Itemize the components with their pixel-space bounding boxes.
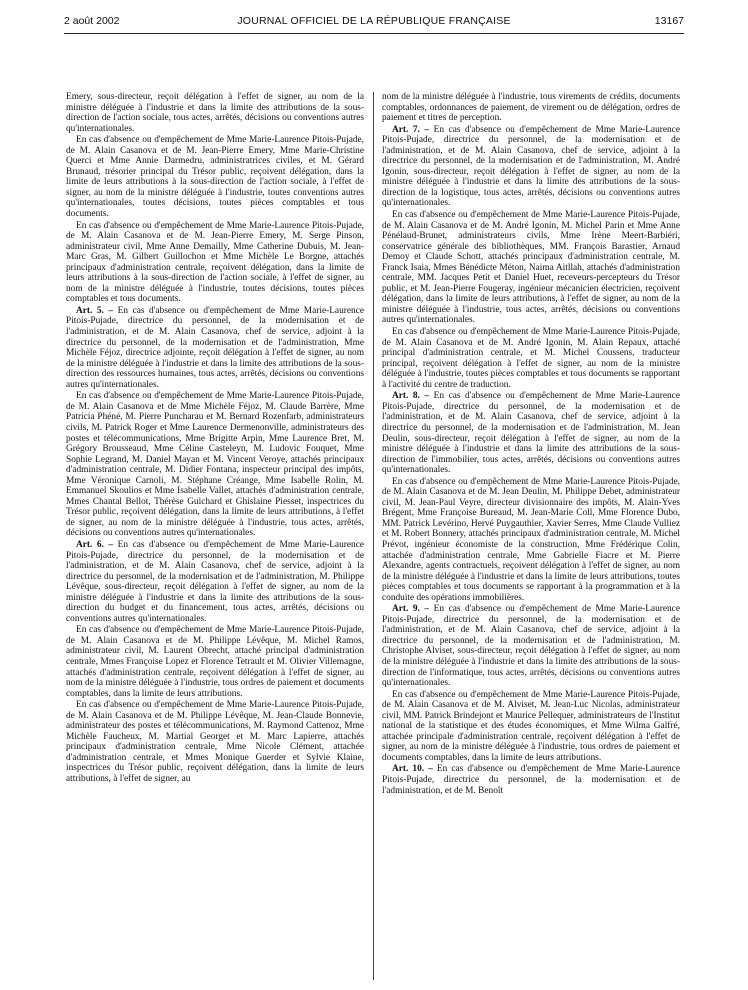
paragraph-text: En cas d'absence ou d'empêchement de Mme Marie-Laurence Pitois-Pujade, de M. Alain Casanova et de M. Jean-Pierre Emery, Mme Marie-Christine Querci et Mme Annie Darmedru, administratrices civiles, et M. Gérard Brunaud, trésorier principal du Trésor public, reçoivent délégation, dans la limite de leurs attributions à la sous-direction de l'action sociale, à l'effet de signer, au nom de la ministre déléguée à l'industrie, toutes conventions autres qu'internationales, toutes décisions, toutes pièces comptables et tous documents. (66, 135, 364, 220)
paragraph-text: En cas d'absence ou d'empêchement de Mme Marie-Laurence Pitois-Pujade, directrice du personnel, de la modernisation et de l'administration, et de M. Benoît (382, 764, 680, 796)
paragraph-text: En cas d'absence ou d'empêchement de Mme Marie-Laurence Pitois-Pujade, de M. Alain Casanova et de M. Philippe Lévêque, M. Jean-Claude Bonnevie, administrateur des postes et télécommunications, M. Raymond Cattenoz, Mme Michèle Faucheux, M. Martial Georget et M. Marc Lapierre, attachés principaux d'administration centrale, Mme Nicole Clément, attachée d'administration centrale, et Mmes Monique Guerder et Sylvie Klaine, inspectrices du Trésor public, reçoivent délégation, dans la limite de leurs attributions, à l'effet de signer, au (66, 700, 364, 784)
paragraph (382, 92, 680, 124)
paragraph-text: En cas d'absence ou d'empêchement de Mme Marie-Laurence Pitois-Pujade, directrice du personnel, de la modernisation et de l'administration, et de M. Alain Casanova, chef de service, adjoint à la directrice du personnel, de la modernisation et de l'administration, M. André Igonin, sous-directeur, reçoit délégation à l'effet de signer, au nom de la ministre déléguée à l'industrie et dans la limite des attributions de la sous-direction de la logistique, tous actes, arrêtés, décisions ou conventions autres qu'internationales. (382, 124, 680, 209)
paragraph (66, 92, 364, 134)
paragraph (382, 210, 680, 326)
paragraph-text: En cas d'absence ou d'empêchement de Mme Marie-Laurence Pitois-Pujade, de M. Alain Casanova et de M. Philippe Lévêque, M. Michel Ramos, administrateur civil, M. Laurent Obrecht, attaché principal d'administration centrale, Mmes Françoise Lopez et Florence Tetrault et M. Olivier Villemagne, attachés d'administration centrale, reçoivent délégation à l'effet de signer, au nom de la ministre déléguée à l'industrie, tous ordres de paiement et documents comptables, dans la limite de leurs attributions. (66, 625, 364, 699)
article-number: Art. 7. – (392, 124, 430, 135)
paragraph-text: En cas d'absence ou d'empêchement de Mme Marie-Laurence Pitois-Pujade, de M. Alain Casanova et de M. Alviset, M. Jean-Luc Nicolas, administrateur civil, MM. Patrick Brindejont et Maurice Pellequer, administrateurs de l'Institut national de la statistique et des études économiques, et Mme Wilma Galfré, attachée principale d'administration centrale, reçoivent délégation à l'effet de signer, au nom de la ministre déléguée à l'industrie, tous ordres de paiement et documents comptables, dans la limite de leurs attributions. (382, 689, 680, 763)
article-number: Art. 9. – (392, 604, 430, 615)
left-column (66, 92, 364, 786)
paragraph (382, 327, 680, 390)
header-date: 2 août 2002 (64, 15, 120, 27)
paragraph (382, 391, 680, 475)
paragraph (66, 625, 364, 699)
paragraph (382, 477, 680, 604)
header-page-number: 13167 (654, 15, 684, 27)
paragraph-text: En cas d'absence ou d'empêchement de Mme Marie-Laurence Pitois-Pujade, de M. Alain Casanova et de M. André Igonin, M. Alain Repaux, attaché principal d'administration centrale, et M. Michel Coussens, traducteur principal, reçoivent délégation à l'effet de signer, au nom de la ministre déléguée à l'industrie, toutes pièces comptables et tous documents se rapportant à l'activité du centre de traduction. (382, 327, 680, 390)
paragraph (382, 604, 680, 688)
paragraph-text: En cas d'absence ou d'empêchement de Mme Marie-Laurence Pitois-Pujade, de M. Alain Casanova et de Mme Michèle Féjoz, M. Claude Barrère, Mme Patricia Phéné, M. Pierre Puncharau et M. Bernard Rozenfarb, administrateurs civils, M. Patrick Roger et Mme Laurence Dermenonville, administrateurs des postes et télécommunications, Mme Brigitte Arpin, Mme Laurence Bret, M. Grégory Brousseaud, Mme Céline Casteleyn, M. Ludovic Fouquet, Mme Sophie Legrand, M. Daniel Mayan et M. Vincent Veroye, attachés principaux d'administration centrale, M. Didier Fontana, inspecteur principal des impôts, Mme Véronique Carnoli, M. Stéphane Créange, Mme Isabelle Rolin, M. Emmanuel Skoulios et Mme Isabelle Vallet, attachés d'administration centrale, Mmes Chantal Bellot, Thérèse Guichard et Ghislaine Piesset, inspectrices du Trésor public, reçoivent délégation, dans la limite de leurs attributions, à l'effet de signer, au nom de la ministre déléguée à l'industrie, tous actes, arrêtés, décisions ou conventions autres qu'internationales. (66, 391, 364, 539)
paragraph-text: En cas d'absence ou d'empêchement de Mme Marie-Laurence Pitois-Pujade, de M. Alain Casanova et de M. Jean Deulin, M. Philippe Debet, administrateur civil, M. Jean-Paul Veyre, directeur divisionnaire des impôts, M. Alain-Yves Brégent, Mme Françoise Bureaud, M. Jean-Marie Coll, Mme Florence Dubo, MM. Patrick Levérino, Hervé Puygauthier, Xavier Serres, Mme Claude Vulliez et M. Robert Bonnery, attachés principaux d'administration centrale, M. Michel Prévot, ingénieur économiste de la construction, Mme Frédérique Colin, attachée d'administration centrale, Mme Gabrielle Fiacre et M. Pierre Alexandre, agents contractuels, reçoivent délégation à l'effet de signer, au nom de la ministre déléguée à l'industrie et dans la limite de leurs attributions, toutes pièces comptables et tous documents se rapportant à la programmation et à la conduite des opérations immobilières. (382, 476, 680, 603)
paragraph-text: En cas d'absence ou d'empêchement de Mme Marie-Laurence Pitois-Pujade, directrice du personnel, de la modernisation et de l'administration, et de M. Alain Casanova, chef de service, adjoint à la directrice du personnel, de la modernisation et de l'administration, M. Jean Deulin, sous-directeur, reçoit délégation à l'effet de signer, au nom de la ministre déléguée à l'industrie et dans la limite des attributions de la sous-direction de l'immobilier, tous actes, arrêtés, décisions ou conventions autres qu'internationales. (382, 391, 680, 476)
paragraph (66, 540, 364, 624)
article-number: Art. 6. – (76, 539, 114, 550)
header-rule (64, 33, 684, 34)
header-title: JOURNAL OFFICIEL DE LA RÉPUBLIQUE FRANÇAISE (237, 15, 511, 27)
paragraph-text: En cas d'absence ou d'empêchement de Mme Marie-Laurence Pitois-Pujade, directrice du personnel, de la modernisation et de l'administration, et de M. Alain Casanova, chef de service, adjoint à la directrice du personnel, de la modernisation et de l'administration, M. Philippe Lévêque, sous-directeur, reçoit délégation à l'effet de signer, au nom de la ministre déléguée à l'industrie et dans la limite des attributions de la sous-direction du budget et du financement, tous actes, arrêtés, décisions ou conventions autres qu'internationales. (66, 539, 364, 624)
paragraph (66, 306, 364, 390)
paragraph (382, 125, 680, 209)
paragraph (66, 221, 364, 305)
article-number: Art. 10. – (392, 764, 433, 775)
paragraph (382, 764, 680, 796)
paragraph (66, 700, 364, 784)
paragraph-text: nom de la ministre déléguée à l'industrie, tous virements de crédits, documents comptables, ordonnances de paiement, de virement ou de délégation, ordres de paiement et titres de perception. (382, 92, 680, 124)
paragraph-text: En cas d'absence ou d'empêchement de Mme Marie-Laurence Pitois-Pujade, directrice du personnel, de la modernisation et de l'administration, et de M. Alain Casanova, chef de service, adjoint à la directrice du personnel, de la modernisation et de l'administration, Mme Michèle Féjoz, directrice adjointe, reçoit délégation à l'effet de signer, au nom de la ministre déléguée à l'industrie et dans la limite des attributions de la sous-direction des ressources humaines, tous actes, arrêtés, décisions ou conventions autres qu'internationales. (66, 305, 364, 390)
paragraph (66, 391, 364, 539)
paragraph-text: Emery, sous-directeur, reçoit délégation à l'effet de signer, au nom de la ministre déléguée à l'industrie et dans la limite des attributions de la sous-direction de l'action sociale, tous actes, arrêtés, décisions ou conventions autres qu'internationales. (66, 92, 364, 134)
paragraph-text: En cas d'absence ou d'empêchement de Mme Marie-Laurence Pitois-Pujade, directrice du personnel, de la modernisation et de l'administration, et de M. Alain Casanova, chef de service, adjoint à la directrice du personnel, de la modernisation et de l'administration, M. Christophe Alviset, sous-directeur, reçoit délégation à l'effet de signer, au nom de la ministre déléguée à l'industrie et dans la limite des attributions de la sous-direction de l'informatique, tous actes, arrêtés, décisions ou conventions autres qu'internationales. (382, 604, 680, 689)
paragraph-text: En cas d'absence ou d'empêchement de Mme Marie-Laurence Pitois-Pujade, de M. Alain Casanova et de M. André Igonin, M. Michel Parin et Mme Anne Pénélaud-Brunet, administrateurs civils, Mme Irène Meert-Barbiéri, conservatrice générale des bibliothèques, MM. François Barastier, Arnaud Demoy et Claude Schott, attachés principaux d'administration centrale, M. Franck Isaia, Mmes Bénédicte Méton, Naima Aitllah, attachés d'administration centrale, MM. Jacques Petit et Daniel Huet, receveurs-percepteurs du Trésor public, et M. Jean-Pierre Fougeray, ingénieur mécanicien électricien, reçoivent délégation, dans la limite de leurs attributions, à l'effet de signer, au nom de la ministre déléguée à l'industrie, tous actes, arrêtés, décisions ou conventions autres qu'internationales. (382, 210, 680, 326)
column-divider (373, 92, 374, 980)
paragraph-text: En cas d'absence ou d'empêchement de Mme Marie-Laurence Pitois-Pujade, de M. Alain Casanova et de M. Jean-Pierre Emery, M. Serge Pinson, administrateur civil, Mme Anne Demailly, Mme Catherine Dubuis, M. Jean-Marc Gras, M. Gilbert Guillochon et Mme Michèle Le Borgne, attachés principaux d'administration centrale, reçoivent délégation, dans la limite de leurs attributions à la sous-direction de l'action sociale, à l'effet de signer, au nom de la ministre déléguée à l'industrie, toutes décisions, toutes pièces comptables et tous documents. (66, 220, 364, 305)
right-column (382, 92, 680, 797)
paragraph (66, 135, 364, 219)
article-number: Art. 8. – (392, 391, 430, 402)
paragraph (382, 690, 680, 764)
page-header (64, 13, 684, 29)
article-number: Art. 5. – (76, 305, 114, 316)
